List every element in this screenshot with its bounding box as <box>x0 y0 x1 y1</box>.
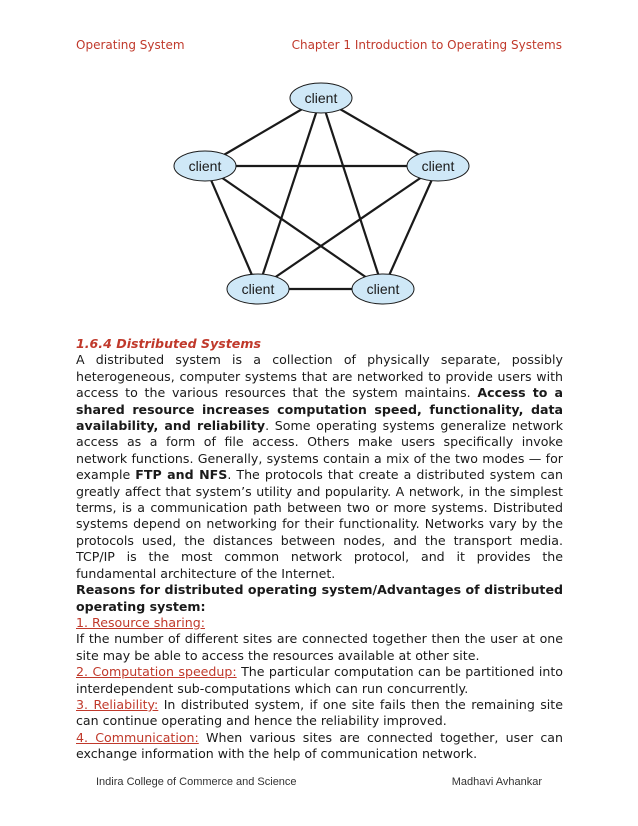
item-title: 4. Communication: <box>76 729 199 745</box>
footer-right: Madhavi Avhankar <box>451 776 542 788</box>
client-node-left <box>174 151 236 181</box>
item-text: When various sites are connected together, user can exchange information with the help of communication network. <box>76 729 563 762</box>
item-text: If the number of different sites are connected together then the user at one site may be able to access the resources available at other site. <box>76 631 563 663</box>
header-left: Operating System <box>76 38 185 52</box>
para-text: . Some operating systems generalize network access as a form of file access. Others make users specifically invoke network functions. Generally, systems contain a mix of the two modes — for example <box>76 418 563 483</box>
section-body <box>76 336 563 763</box>
client-node-bottom-left <box>227 274 289 304</box>
item-text: In distributed system, if one site fails then the remaining site can continue operating and hence the reliability improved. <box>76 696 563 729</box>
para-bold: FTP and NFS <box>135 467 228 483</box>
section-heading: 1.6.4 Distributed Systems <box>76 336 261 351</box>
reasons-heading: Reasons for distributed operating system/Advantages of distributed operating system: <box>76 582 563 614</box>
node-label: client <box>421 158 455 174</box>
item-text: The particular computation can be partitioned into interdependent sub-computations which can run concurrently. <box>76 664 564 696</box>
intro-paragraph <box>76 352 563 582</box>
footer-left: Indira College of Commerce and Science <box>96 776 297 788</box>
header-right: Chapter 1 Introduction to Operating Systems <box>291 38 562 52</box>
item-title: 1. Resource sharing: <box>76 614 205 630</box>
node-label: client <box>241 281 275 297</box>
node-label: client <box>188 158 222 174</box>
network-edges <box>205 98 438 289</box>
client-node-right <box>407 151 469 181</box>
client-node-top <box>290 83 352 113</box>
para-bold: Access to a shared resource increases computation speed, functionality, data availability, and reliability <box>76 385 563 434</box>
edge-top-bottomright <box>321 98 383 289</box>
edge-top-bottomleft <box>258 98 321 289</box>
item-4 <box>76 730 563 763</box>
client-node-bottom-right <box>352 274 414 304</box>
distributed-system-diagram <box>0 78 638 318</box>
para-text: A distributed system is a collection of physically separate, possibly heterogeneous, computer systems that are networked to provide users with access to the various resources that the system maintains. <box>76 352 563 401</box>
item-1 <box>76 615 563 664</box>
item-3 <box>76 697 563 730</box>
item-title: 3. Reliability: <box>76 696 159 712</box>
item-2 <box>76 664 563 697</box>
node-label: client <box>366 281 400 297</box>
page-header <box>76 38 562 56</box>
para-text: . The protocols that create a distributed system can greatly affect that system’s utility and popularity. A network, in the simplest terms, is a communication path between two or more systems. Distributed systems depend on networking for their functionality. Networks vary by the protocols used, the distances between nodes, and the transport media. TCP/IP is the most common network protocol, and it provides the fundamental architecture of the Internet. <box>76 467 563 581</box>
item-title: 2. Computation speedup: <box>76 664 237 680</box>
node-label: client <box>304 90 338 106</box>
